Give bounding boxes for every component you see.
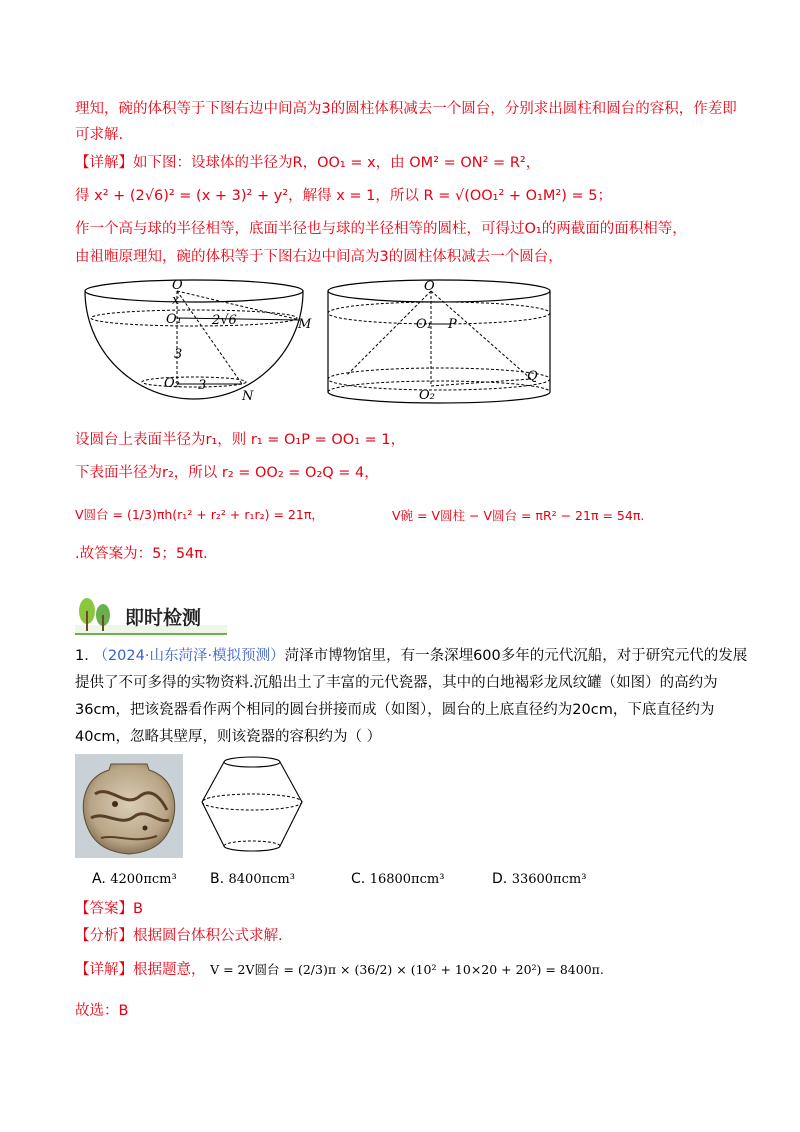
label-O2: O₂ [164,376,180,391]
label-O: O [172,278,183,293]
label-M: M [298,317,312,332]
label-x: x [172,293,180,308]
choice-line: 故选：B [75,1003,129,1019]
analysis-line [75,926,283,946]
label-O2-right: O₂ [419,388,435,403]
detail-line-4: 由祖暅原理知，碗的体积等于下图右边中间高为3的圆柱体积减去一个圆台， [75,249,563,265]
section-title: 即时检测 [125,607,202,629]
detail-line-3: 作一个高与球的半径相等，底面半径也与球的半径相等的圆柱，可得过O₁的两截面的面积相等， [75,221,687,237]
option-a[interactable] [92,871,177,887]
question-line-1 [75,646,747,666]
question-text-3c: ，下底直径约为 [612,702,715,718]
solution-line-1: 理知，碗的体积等于下图右边中间高为3的圆柱体积减去一个圆台，分别求出圆柱和圆台的容积，作差即 [75,101,737,117]
question-source: （2024·山东菏泽·模拟预测） [93,648,285,664]
option-a-letter: A. [92,871,106,887]
jar-photo [75,754,183,858]
question-line-4: 40cm，忽略其壁厚，则该瓷器的容积约为（ ） [75,729,382,745]
option-a-value: 4200πcm³ [110,872,177,887]
question-number: 1. [75,648,89,664]
detail-answer-formula: V = 2V圆台 = (2/3)π × (36/2) × (10² + 10×20 + 20²) = 8400π. [210,962,604,977]
label-O-right: O [424,279,435,294]
detail-answer-line [75,960,604,980]
option-d-letter: D. [492,871,508,887]
option-c-value: 16800πcm³ [369,872,445,887]
answer-value: B [133,901,143,917]
analysis-text: 根据圆台体积公式求解. [133,928,283,944]
detail-line-5: 设圆台上表面半径为r₁，则 r₁ = O₁P = OO₁ = 1， [75,432,406,448]
solution-line-2: 可求解. [75,127,124,143]
option-b-letter: B. [210,871,225,887]
label-N: N [242,389,254,404]
question-text-3a: 36cm，把该瓷器看作两个相同的圆台拼接而成（如图），圆台的上底直径约为 [75,702,573,718]
label-3-horizontal: 3 [198,378,207,393]
final-answer-line: .故答案为：5；54π. [75,546,208,562]
option-c-letter: C. [351,871,366,887]
detail-answer-text: 根据题意， [133,962,206,978]
label-P: P [448,317,457,332]
detail-line-1 [75,153,540,173]
answer-line [75,899,143,919]
option-b[interactable] [210,871,295,887]
label-O1-right: O₁ [416,317,432,332]
label-Q: Q [527,369,538,384]
detail-line-7b: V碗 = V圆柱 − V圆台 = πR² − 21π = 54π. [392,508,645,523]
cylinder-figure [326,276,556,411]
bowl-figure [82,276,322,406]
label-3-vertical: 3 [174,347,183,362]
question-line-2: 提供了不可多得的实物资料.沉船出土了丰富的元代瓷器，其中的白地褐彩龙凤纹罐（如图）的高约为 [75,675,718,691]
answer-tag: 【答案】 [75,901,133,917]
option-d[interactable] [492,871,586,887]
detail-line-7a: V圆台 = (1/3)πh(r₁² + r₂² + r₁r₂) = 21π， [75,507,324,522]
label-O1: O₁ [166,312,182,327]
option-c[interactable] [351,871,444,887]
analysis-tag: 【分析】 [75,928,133,944]
double-frustum-figure [198,754,306,860]
option-b-value: 8400πcm³ [228,872,295,887]
detail-text: 如下图：设球体的半径为R，OO₁ = x，由 OM² = ON² = R²， [133,155,541,171]
question-line-3 [75,700,714,720]
detail-tag: 【详解】 [75,155,133,171]
label-2root6: 2√6 [212,313,237,328]
detail-line-2: 得 x² + (2√6)² = (x + 3)² + y²，解得 x = 1，所以 R = √(OO₁² + O₁M²) = 5； [75,188,612,204]
detail-answer-tag: 【详解】 [75,962,133,978]
question-text-3b: 20cm [572,702,613,718]
question-text-1: 菏泽市博物馆里，有一条深埋600多年的元代沉船，对于研究元代的发展 [284,648,748,664]
detail-line-6: 下表面半径为r₂，所以 r₂ = OO₂ = O₂Q = 4， [75,465,379,481]
section-banner [75,595,227,635]
option-d-value: 33600πcm³ [511,872,587,887]
